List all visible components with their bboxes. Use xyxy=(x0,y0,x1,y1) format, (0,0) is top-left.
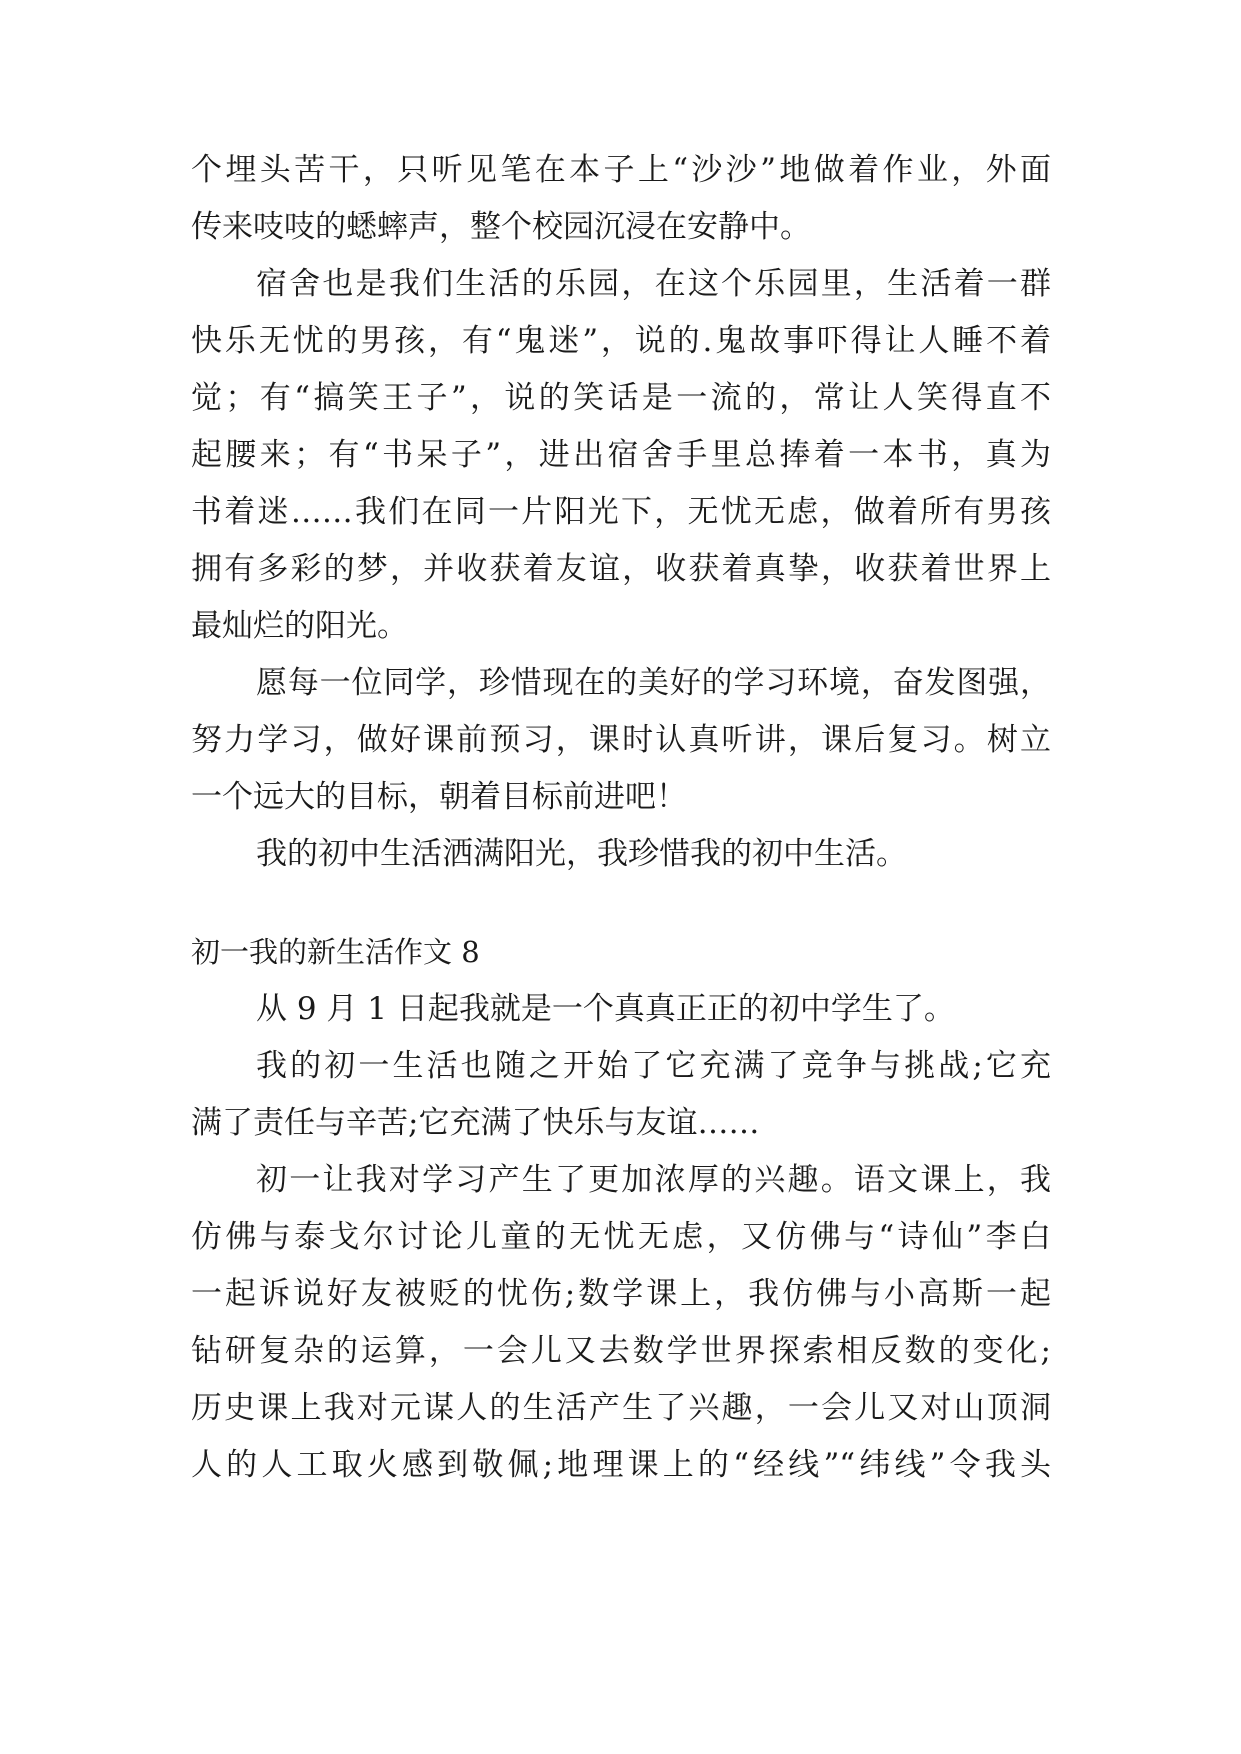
paragraph-line: 传来吱吱的蟋蟀声，整个校园沉浸在安静中。 xyxy=(191,209,811,245)
paragraph-line: 个埋头苦干，只听见笔在本子上“沙沙”地做着作业，外面 xyxy=(191,152,1051,188)
paragraph-line: 最灿烂的阳光。 xyxy=(191,608,408,644)
paragraph-line: 愿每一位同学，珍惜现在的美好的学习环境，奋发图强， xyxy=(256,665,1051,701)
paragraph-line: 初一让我对学习产生了更加浓厚的兴趣。语文课上，我 xyxy=(256,1162,1051,1198)
paragraph-line: 一个远大的目标，朝着目标前进吧！ xyxy=(191,779,687,815)
paragraph-line: 努力学习，做好课前预习，课时认真听讲，课后复习。树立 xyxy=(191,722,1051,758)
paragraph-line: 人的人工取火感到敬佩;地理课上的“经线”“纬线”令我头 xyxy=(191,1447,1051,1483)
paragraph-line: 觉；有“搞笑王子”，说的笑话是一流的，常让人笑得直不 xyxy=(191,380,1051,416)
paragraph-line: 满了责任与辛苦;它充满了快乐与友谊…… xyxy=(191,1105,760,1141)
section-heading: 初一我的新生活作文 8 xyxy=(191,935,480,969)
paragraph-line: 仿佛与泰戈尔讨论儿童的无忧无虑，又仿佛与“诗仙”李白 xyxy=(191,1219,1051,1255)
paragraph-line: 快乐无忧的男孩，有“鬼迷”，说的.鬼故事吓得让人睡不着 xyxy=(191,323,1051,359)
paragraph-line: 起腰来；有“书呆子”，进出宿舍手里总捧着一本书，真为 xyxy=(191,437,1051,473)
paragraph-line: 钻研复杂的运算，一会儿又去数学世界探索相反数的变化; xyxy=(191,1333,1051,1369)
paragraph-line: 我的初一生活也随之开始了它充满了竞争与挑战;它充 xyxy=(256,1048,1051,1084)
paragraph-line: 拥有多彩的梦，并收获着友谊，收获着真挚，收获着世界上 xyxy=(191,551,1051,587)
paragraph-line: 书着迷……我们在同一片阳光下，无忧无虑，做着所有男孩 xyxy=(191,494,1051,530)
paragraph-line: 从 9 月 1 日起我就是一个真真正正的初中学生了。 xyxy=(256,991,955,1027)
paragraph-line: 一起诉说好友被贬的忧伤;数学课上，我仿佛与小高斯一起 xyxy=(191,1276,1051,1312)
paragraph-line: 我的初中生活洒满阳光，我珍惜我的初中生活。 xyxy=(256,836,907,872)
paragraph-line: 历史课上我对元谋人的生活产生了兴趣，一会儿又对山顶洞 xyxy=(191,1390,1051,1426)
paragraph-line: 宿舍也是我们生活的乐园，在这个乐园里，生活着一群 xyxy=(256,266,1051,302)
